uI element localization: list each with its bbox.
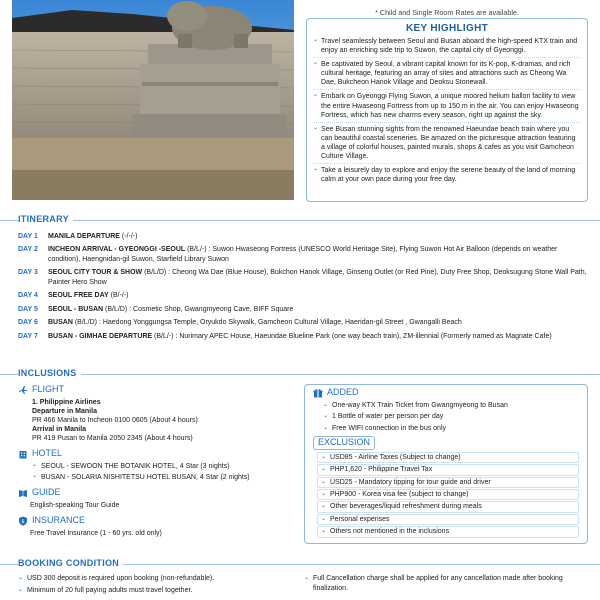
booking-right [304, 574, 588, 596]
chevron-down-icon: ⌄ [313, 60, 319, 67]
list-item: ⌄ PHP900 - Korea visa fee (subject to change) [317, 489, 579, 500]
itinerary-header [0, 214, 600, 226]
arrival-label: Arrival in Manila [32, 425, 87, 433]
chevron-down-icon: ⌄ [313, 166, 319, 173]
book-icon [18, 488, 28, 498]
list-item: ⌄ See Busan stunning sights from the renowned Haeundae beach train where you can beautiful coastal sceneries. Be amazed on the picturesque attraction featuring a village of colorful houses, painted murals, shops & cafes as you visit Gamcheon Culture Village. [313, 125, 581, 164]
itinerary-day: DAY 6 BUSAN (B/L/D) : Haedong Yonggungsa Temple, Oryukdo Skywalk, Gamcheon Cultural Village, Haeridan-gil Street , Gwangalli Beach [18, 319, 462, 327]
list-item: ⌄ One-way KTX Train Ticket from Gwangmyeong to Busan [323, 401, 508, 409]
added-label: ADDED [327, 387, 359, 397]
list-item: ⌄ Personal expenses [317, 514, 579, 525]
chevron-down-icon: ⌄ [321, 528, 327, 535]
chevron-down-icon: ⌄ [32, 472, 38, 479]
chevron-down-icon: ⌄ [18, 586, 24, 593]
list-item: ⌄ Minimum of 20 full paying adults must travel together. [18, 586, 193, 594]
tour-photo [12, 0, 294, 200]
itinerary-day: DAY 2 INCHEON ARRIVAL - GYEONGGI -SEOUL (B/L/-) : Suwon Hwaseong Fortress (UNESCO World Heritage Site), Flying Suwon Hot Air Balloon (depends on weather condition), Haengnidan-gil Suwon, Starfield Library Suwon [18, 246, 558, 263]
list-item: ⌄ Be captivated by Seoul, a vibrant capital known for its K-pop, K-dramas, and rich cultural heritage, featuring an array of sites and attractions such as Cheong Wa Dae, Bukcheon Hanok Village and Deoksu Stonewall. [313, 60, 581, 90]
itinerary-day: DAY 4 SEOUL FREE DAY (B/-/-) [18, 292, 129, 300]
chevron-down-icon: ⌄ [323, 413, 329, 420]
hotel-section [18, 448, 296, 482]
itinerary-list [18, 232, 590, 345]
highlight-list [313, 37, 581, 184]
chevron-down-icon: ⌄ [321, 478, 327, 485]
chevron-down-icon: ⌄ [313, 124, 319, 131]
booking-left [18, 574, 298, 598]
chevron-down-icon: ⌄ [18, 575, 24, 581]
divider [0, 374, 600, 375]
departure-label: Departure in Manila [32, 407, 97, 415]
chevron-down-icon: ⌄ [321, 491, 327, 497]
rates-note: * Child and Single Room Rates are available. [375, 8, 519, 17]
shield-icon [18, 516, 28, 526]
flight-section [18, 384, 296, 443]
chevron-down-icon: ⌄ [313, 37, 319, 43]
booking-title: BOOKING CONDITION [18, 558, 123, 570]
insurance-label: INSURANCE [32, 514, 86, 525]
booking-header [0, 558, 600, 570]
list-item: ⌄ 1 Bottle of water per person per day [323, 413, 444, 421]
divider [0, 220, 600, 221]
list-item: ⌄ Travel seamlessly between Seoul and Busan aboard the high-speed KTX train and enjoy an enriching side trip to Suwon, the capital city of Gyeonggi. [313, 37, 581, 58]
arrival-detail: PR 419 Pusan to Manila 2050 2345 (About 4 hours) [32, 435, 193, 443]
insurance-section [18, 515, 296, 538]
added-exclusion-box [304, 384, 588, 544]
list-item: ⌄ USD25 - Mandatory tipping for tour guide and driver [317, 477, 579, 488]
hotel-label: HOTEL [32, 448, 63, 459]
itinerary-day: DAY 3 SEOUL CITY TOUR & SHOW (B/L/D) : Cheong Wa Dae (Blue House), Bukchon Hanok Village, Ginseng Outlet (or Red Pine), Duty Free Shop, Deoksugung Stone Wall Path, Painter Hero Show [18, 269, 587, 286]
itinerary-day: DAY 1 MANILA DEPARTURE (-/-/-) [18, 233, 138, 240]
chevron-down-icon: ⌄ [321, 453, 327, 460]
itinerary-title: ITINERARY [18, 214, 73, 226]
inclusions-title: INCLUSIONS [18, 368, 81, 380]
guide-label: GUIDE [32, 487, 61, 498]
flight-label: FLIGHT [32, 384, 65, 394]
list-item: ⌄ Take a leisurely day to explore and enjoy the serene beauty of the land of morning calm at your own pace during your free day. [313, 166, 576, 184]
list-item: ⌄ Full Cancellation charge shall be applied for any cancellation made after booking finalization. [304, 575, 563, 592]
list-item: ⌄ USD 300 deposit is required upon booking (non-refundable). [18, 575, 215, 582]
airline-name: 1. Philippine Airlines [32, 398, 101, 406]
inclusions-header [0, 368, 600, 380]
itinerary-day: DAY 7 BUSAN - GIMHAE DEPARTURE (B/L/-) : Nurimary APEC House, Haeundae Blueline Park (one way beach train), ZM-illennial (Formerly named as Magnate Cafe) [18, 332, 552, 340]
chevron-down-icon: ⌄ [323, 424, 329, 431]
list-item: ⌄ SEOUL - SEWOON THE BOTANIK HOTEL, 4 Star (3 nights) [32, 461, 230, 470]
list-item: ⌄ USD85 - Airline Taxes (Subject to change) [317, 452, 579, 463]
insurance-text: Free Travel Insurance (1 - 60 yrs. old only) [30, 529, 162, 537]
svg-text:$: $ [21, 518, 25, 525]
chevron-down-icon: ⌄ [321, 503, 327, 510]
list-item: ⌄ BUSAN - SOLARIA NISHITETSU HOTEL BUSAN, 4 Star (2 nights) [32, 472, 250, 481]
chevron-down-icon: ⌄ [321, 515, 327, 522]
guide-text: English-speaking Tour Guide [30, 501, 120, 509]
chevron-down-icon: ⌄ [321, 466, 327, 473]
list-item: ⌄ Free WIFI connection in the bus only [323, 424, 446, 432]
key-highlight-box [306, 18, 588, 202]
inclusions-left [18, 384, 296, 543]
list-item: ⌄ Embark on Gyeonggi Flying Suwon, a unique moored helium ballon facility to view the entire Hwaseong Fortress from up to 150 m in the air. You can enjoy Hwaseong Fortress, which has new charms every season, right up against the sky. [313, 92, 581, 122]
airplane-icon [18, 385, 28, 395]
guide-section [18, 487, 296, 510]
exclusion-label: EXCLUSION [313, 436, 375, 450]
gift-icon [313, 388, 323, 398]
hotel-icon [18, 449, 28, 459]
list-item: ⌄ PHP1,620 - Philippine Travel Tax [317, 464, 579, 475]
chevron-down-icon: ⌄ [313, 92, 319, 99]
key-highlight-title: KEY HIGHLIGHT [405, 23, 489, 34]
itinerary-day: DAY 5 SEOUL - BUSAN (B/L/D) : Cosmetic Shop, Gwangmyeong Cave, BIFF Square [18, 305, 294, 313]
list-item: ⌄ Other beverages/liquid refreshment during meals [317, 501, 579, 512]
chevron-down-icon: ⌄ [304, 575, 310, 581]
list-item: ⌄ Others not mentioned in the inclusions [317, 526, 579, 537]
chevron-down-icon: ⌄ [323, 401, 329, 408]
chevron-down-icon: ⌄ [32, 461, 38, 468]
departure-detail: PR 466 Manila to Incheon 0100 0605 (About 4 hours) [32, 416, 198, 424]
